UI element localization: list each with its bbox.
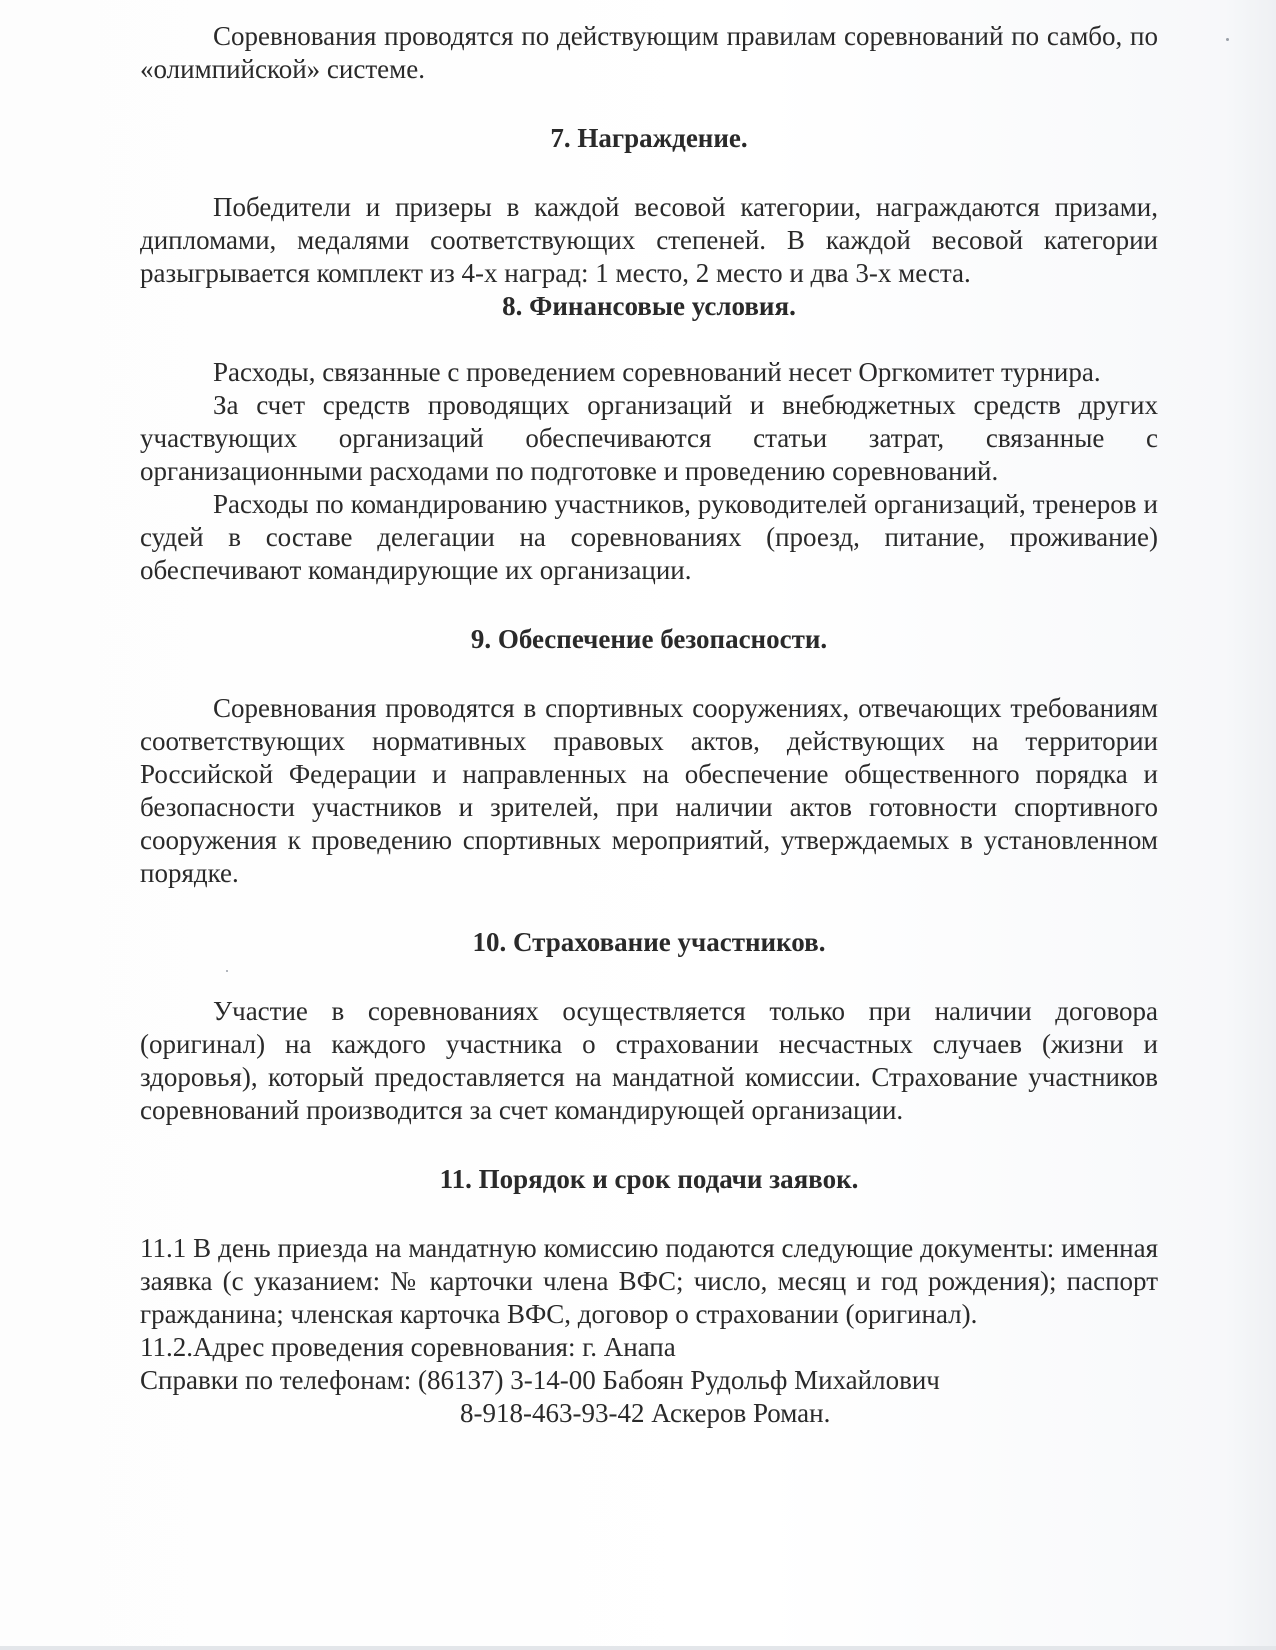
section-10-paragraph: Участие в соревнованиях осуществляется только при наличии договора (оригинал) на каждого участника о страховании несчастных случаев (жизни и здоровья), который предоставляется на мандатной комиссии. Страхование участников соревнований производится за счет командирующей организации. bbox=[140, 996, 1158, 1125]
section-11-phone-2: 8-918-463-93-42 Аскеров Роман. bbox=[460, 1398, 831, 1428]
document-body bbox=[140, 20, 1158, 1430]
section-7-paragraph: Победители и призеры в каждой весовой категории, награждаются призами, дипломами, медалями соответствующих степеней. В каждой весовой категории разыгрывается комплект из 4-х наград: 1 место, 2 место и два 3-х места. bbox=[140, 192, 1158, 288]
section-11-phone-1: Справки по телефонам: (86137) 3-14-00 Бабоян Рудольф Михайлович bbox=[140, 1365, 940, 1395]
section-9-heading: 9. Обеспечение безопасности. bbox=[470, 624, 828, 654]
scan-edge bbox=[0, 1646, 1276, 1650]
section-9-paragraph: Соревнования проводятся в спортивных сооружениях, отвечающих требованиям соответствующих нормативных правовых актов, действующих на территории Российской Федерации и направленных на обеспечение общественного порядка и безопасности участников и зрителей, при наличии актов готовности спортивного сооружения к проведению спортивных мероприятий, утверждаемых в установленном порядке. bbox=[140, 693, 1158, 888]
section-8-paragraph-3: Расходы по командированию участников, руководителей организаций, тренеров и судей в составе делегации на соревнованиях (проезд, питание, проживание) обеспечивают командирующие их организации. bbox=[140, 489, 1158, 585]
section-8-paragraph-2: За счет средств проводящих организаций и внебюджетных средств других участвующих организаций обеспечиваются статьи затрат, связанные с организационными расходами по подготовке и проведению соревнований. bbox=[140, 390, 1158, 486]
section-8-heading: 8. Финансовые условия. bbox=[502, 291, 796, 321]
section-11-paragraph-1: 11.1 В день приезда на мандатную комиссию подаются следующие документы: именная заявка (с указанием: № карточки члена ВФС; число, месяц и год рождения); паспорт гражданина; членская карточка ВФС, договор о страховании (оригинал). bbox=[140, 1233, 1158, 1329]
section-7-heading: 7. Награждение. bbox=[550, 123, 748, 153]
scan-speck bbox=[226, 970, 228, 972]
section-8-paragraph-1: Расходы, связанные с проведением соревнований несет Оргкомитет турнира. bbox=[213, 357, 1101, 387]
section-11-heading: 11. Порядок и срок подачи заявок. bbox=[439, 1164, 859, 1194]
section-10-heading: 10. Страхование участников. bbox=[472, 927, 826, 957]
intro-paragraph: Соревнования проводятся по действующим правилам соревнований по самбо, по «олимпийской» системе. bbox=[140, 21, 1158, 84]
scan-speck bbox=[1226, 38, 1229, 41]
section-11-address: 11.2.Адрес проведения соревнования: г. Анапа bbox=[140, 1332, 676, 1362]
